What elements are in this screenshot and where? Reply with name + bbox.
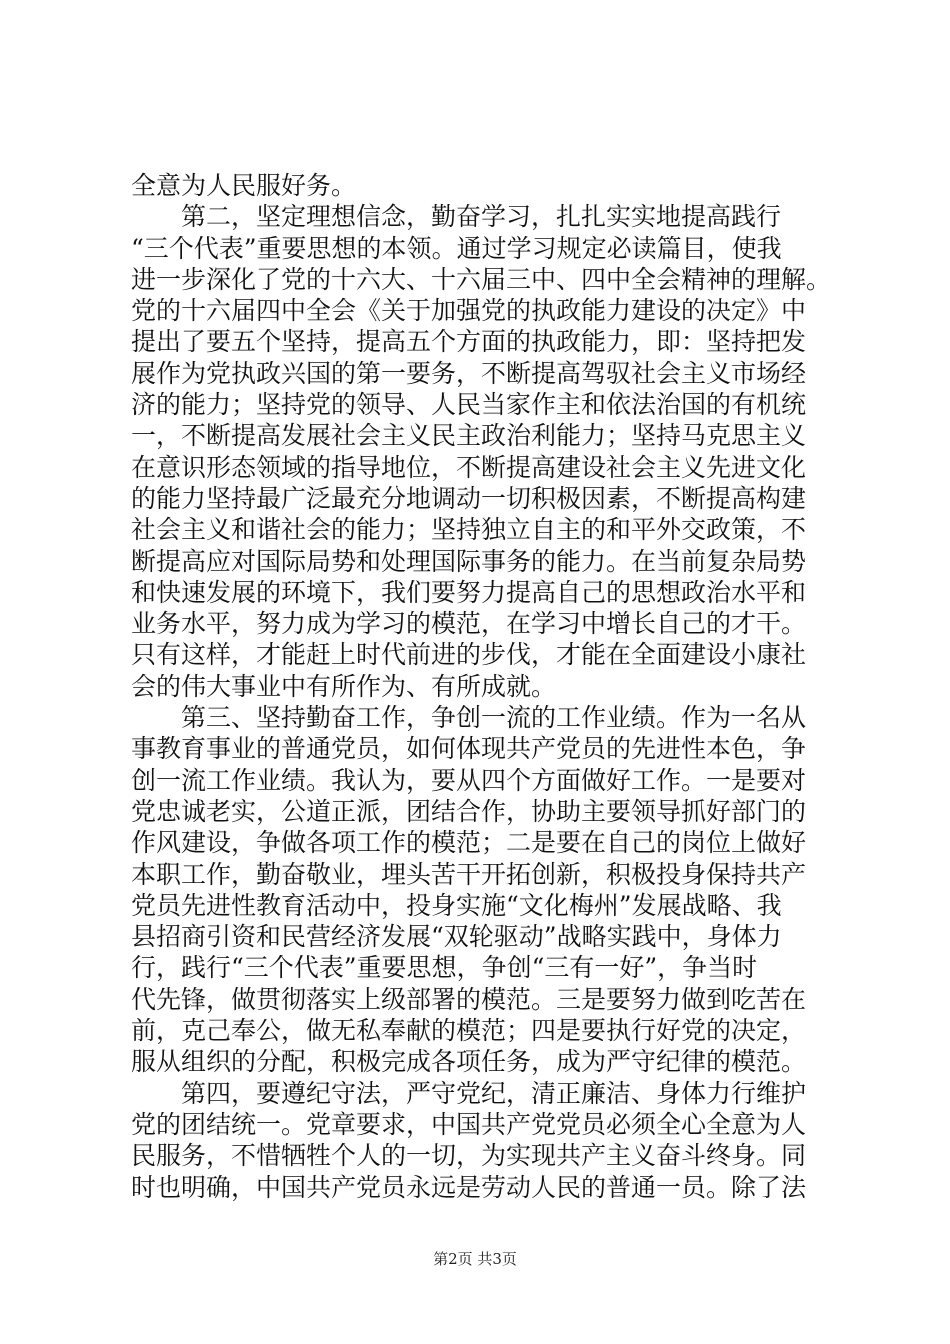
text-line: 县招商引资和民营经济发展“双轮驱动”战略实践中，身体力 bbox=[131, 922, 782, 952]
text-line: 代先锋，做贯彻落实上级部署的模范。三是要努力做到吃苦在 bbox=[131, 984, 807, 1014]
text-line: 和快速发展的环境下，我们要努力提高自己的思想政治水平和 bbox=[131, 577, 807, 607]
text-line: 提出了要五个坚持，提高五个方面的执政能力，即：坚持把发 bbox=[131, 327, 807, 357]
text-line: 党员先进性教育活动中，投身实施“文化梅州”发展战略、我 bbox=[131, 890, 782, 920]
text-line: 全意为人民服好务。 bbox=[131, 171, 357, 200]
text-line: 济的能力；坚持党的领导、人民当家作主和依法治国的有机统 bbox=[131, 390, 807, 420]
text-line: 一，不断提高发展社会主义民主政治利能力；坚持马克思主义 bbox=[131, 421, 807, 451]
text-line: 民服务，不惜牺牲个人的一切，为实现共产主义奋斗终身。同 bbox=[131, 1141, 807, 1171]
text-line: 党的十六届四中全会《关于加强党的执政能力建设的决定》中 bbox=[131, 296, 807, 326]
text-line: 断提高应对国际局势和处理国际事务的能力。在当前复杂局势 bbox=[131, 546, 807, 576]
text-line: “三个代表”重要思想的本领。通过学习规定必读篇目，使我 bbox=[131, 233, 782, 263]
text-line: 本职工作，勤奋敬业，埋头苦干开拓创新，积极投身保持共产 bbox=[131, 859, 807, 889]
text-line: 时也明确，中国共产党员永远是劳动人民的普通一员。除了法 bbox=[131, 1172, 807, 1202]
text-line: 的能力坚持最广泛最充分地调动一切积极因素，不断提高构建 bbox=[131, 483, 807, 513]
paragraph-first-line: 第二，坚定理想信念，勤奋学习，扎扎实实地提高践行 bbox=[181, 202, 782, 232]
text-line: 前，克己奉公，做无私奉献的模范；四是要执行好党的决定， bbox=[131, 1016, 807, 1046]
text-line: 在意识形态领域的指导地位，不断提高建设社会主义先进文化 bbox=[131, 452, 807, 482]
text-line: 展作为党执政兴国的第一要务，不断提高驾驭社会主义市场经 bbox=[131, 358, 807, 388]
paragraph-first-line: 第三、坚持勤奋工作，争创一流的工作业绩。作为一名从 bbox=[181, 703, 807, 733]
paragraph-first-line: 第四，要遵纪守法，严守党纪，清正廉洁、身体力行维护 bbox=[181, 1078, 807, 1108]
text-line: 会的伟大事业中有所作为、有所成就。 bbox=[131, 671, 557, 701]
text-line: 事教育事业的普通党员，如何体现共产党员的先进性本色，争 bbox=[131, 734, 807, 764]
text-line: 党忠诚老实，公道正派，团结合作，协助主要领导抓好部门的 bbox=[131, 796, 807, 826]
text-line: 只有这样，才能赶上时代前进的步伐，才能在全面建设小康社 bbox=[131, 640, 807, 670]
text-line: 作风建设，争做各项工作的模范；二是要在自己的岗位上做好 bbox=[131, 828, 807, 858]
document-body bbox=[131, 170, 832, 1203]
text-line: 社会主义和谐社会的能力；坚持独立自主的和平外交政策，不 bbox=[131, 515, 807, 545]
text-line: 创一流工作业绩。我认为，要从四个方面做好工作。一是要对 bbox=[131, 765, 807, 795]
text-line: 业务水平，努力成为学习的模范，在学习中增长自己的才干。 bbox=[131, 609, 807, 639]
page-footer: 第2页 共3页 bbox=[433, 1250, 517, 1268]
text-line: 服从组织的分配，积极完成各项任务，成为严守纪律的模范。 bbox=[131, 1047, 807, 1077]
text-line: 党的团结统一。党章要求，中国共产党党员必须全心全意为人 bbox=[131, 1109, 807, 1139]
text-line: 进一步深化了党的十六大、十六届三中、四中全会精神的理解。 bbox=[131, 264, 832, 294]
text-line: 行，践行“三个代表”重要思想，争创“三有一好”，争当时 bbox=[131, 953, 758, 983]
